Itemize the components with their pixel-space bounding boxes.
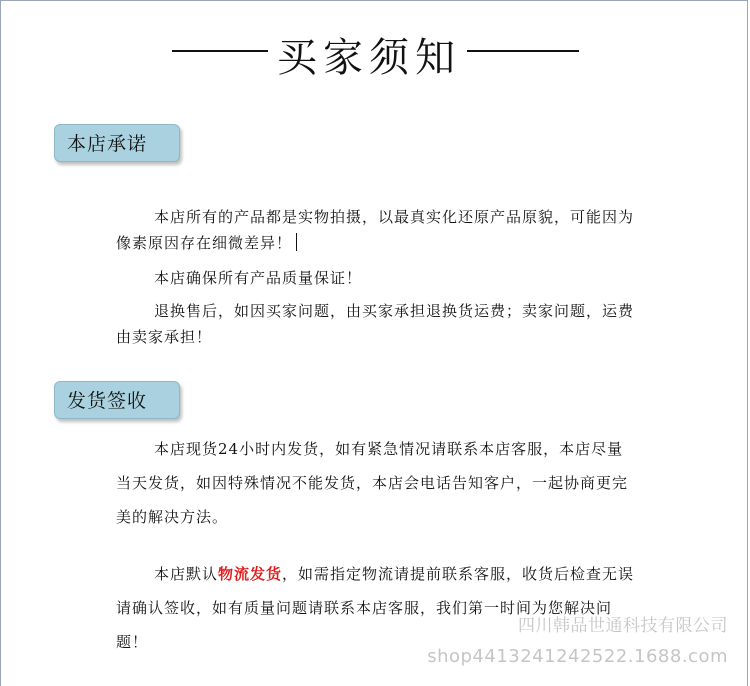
promise-text-3: 退换售后，如因买家问题，由买家承担退换货运费；卖家问题，运费由卖家承担！ — [116, 302, 635, 346]
shipping-text-2-after: ，如需指定物流请提前联系客服，收货后检查无误请确认签收，如有质量问题请联系本店客服，我们第一时间为您解决问题！ — [116, 565, 635, 651]
section-heading-shipping: 发货签收 — [54, 381, 180, 419]
text-cursor — [296, 233, 297, 251]
shipping-paragraph-1 — [116, 432, 636, 534]
logistics-highlight: 物流发货 — [218, 565, 283, 583]
shipping-text-1: 本店现货24小时内发货，如有紧急情况请联系本店客服，本店尽量当天发货，如因特殊情况不能发货，本店会电话告知客户，一起协商更完美的解决方法。 — [116, 440, 629, 526]
promise-paragraph-1 — [116, 204, 636, 256]
watermark-shop-url: shop4413241242522.1688.com — [427, 646, 728, 667]
shipping-paragraph-2 — [116, 557, 636, 659]
title-rule-right — [467, 50, 579, 52]
watermark-company: 四川韩品世通科技有限公司 — [518, 616, 728, 636]
page-title: 买家须知 — [277, 35, 461, 81]
promise-text-2: 本店确保所有产品质量保证！ — [154, 269, 363, 287]
section-heading-promise: 本店承诺 — [54, 124, 180, 162]
promise-paragraph-2 — [116, 265, 636, 291]
title-rule-left — [172, 50, 268, 52]
promise-text-1: 本店所有的产品都是实物拍摄，以最真实化还原产品原貌，可能因为像素原因存在细微差异！ — [116, 208, 635, 252]
title-row — [0, 24, 750, 84]
shipping-text-2-before: 本店默认 — [154, 565, 219, 583]
promise-paragraph-3 — [116, 298, 636, 350]
